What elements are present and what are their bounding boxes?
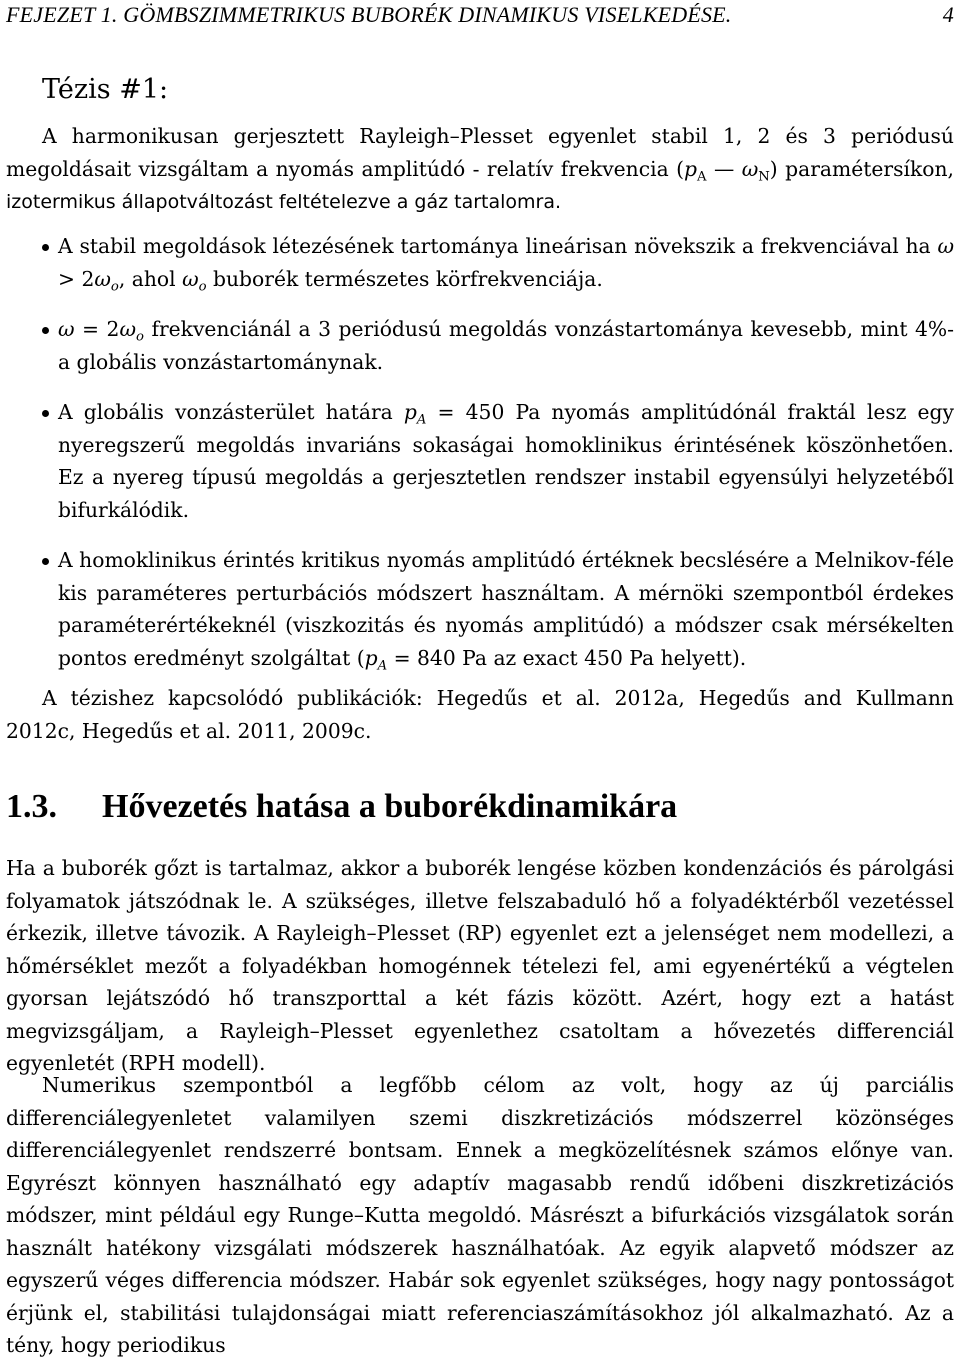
section-number: 1.3. xyxy=(6,788,57,825)
bullet-text: A homoklinikus érintés kritikus nyomás amplitúdó értéknek becslésére a Melnikov-féle kis paraméteres perturbációs módszert használtam. A mérnöki szempontból érdekes paraméterértékeknél (viszkozitás és nyomás amplitúdó) a módszer csak mérsékelten pontos eredményt szolgáltat ( xyxy=(58,548,954,670)
publications-paragraph: A tézishez kapcsolódó publikációk: Hegedűs et al. 2012a, Hegedűs and Kullmann 2012c, Hegedűs et al. 2011, 2009c. xyxy=(6,686,954,743)
math-sub-o: o xyxy=(198,279,207,295)
bullet-text: buborék természetes körfrekvenciája. xyxy=(206,266,603,291)
math-sub-n: N xyxy=(758,169,770,185)
thesis-title: Tézis #1: xyxy=(42,74,169,105)
intro-dash: — xyxy=(706,156,742,181)
list-item xyxy=(0,230,954,295)
bullet-icon xyxy=(42,558,49,565)
thesis-intro xyxy=(6,120,954,219)
section-heading xyxy=(6,784,677,830)
math-sub-a: A xyxy=(697,169,707,185)
math-sub-a: A xyxy=(416,412,427,428)
bullet-icon xyxy=(42,327,49,334)
math-p: p xyxy=(364,645,378,670)
page-number: 4 xyxy=(942,2,954,27)
math-omega: ω xyxy=(58,317,75,341)
bullet-text: frekvenciánál a 3 periódusú megoldás vonzástartománya kevesebb, mint 4%-a globális vonzástartománynak. xyxy=(58,317,955,374)
math-p: p xyxy=(403,400,417,424)
math-omega: ω xyxy=(741,156,759,181)
bullet-text: = 840 Pa az exact 450 Pa helyett). xyxy=(387,645,747,670)
math-p: p xyxy=(684,156,697,181)
math-sub-a: A xyxy=(377,658,388,674)
bullet-text: A stabil megoldások létezésének tartománya lineárisan növekszik a frekvenciával ha xyxy=(58,234,938,258)
math-op: = 2 xyxy=(74,317,120,341)
running-header xyxy=(6,2,954,32)
math-omega: ω xyxy=(94,266,111,291)
section-paragraph-1: Ha a buborék gőzt is tartalmaz, akkor a buborék lengése közben kondenzációs és párolgási folyamatok játszódnak le. A szükséges, illetve felszabaduló hő a folyadéktérből vezetéssel érkezik, illetve távozik. A Rayleigh–Plesset (RP) egyenlet ezt a jelenséget nem modellezi, a hőmérséklet mezőt a folyadékban homogénnek tételezi fel, ami egyenértékű a végtelen gyorsan lejátszódó hő transzporttal a két fázis között. Azért, hogy ezt a hatást megvizsgáljam, a Rayleigh–Plesset egyenlethez csatoltam a hővezetés differenciál egyenletét (RPH modell). xyxy=(6,856,954,1075)
math-op: > 2 xyxy=(58,266,95,291)
list-item xyxy=(0,396,954,526)
bullet-icon xyxy=(42,244,49,251)
math-omega: ω xyxy=(937,234,954,258)
section-paragraph-2: Numerikus szempontból a legfőbb célom az volt, hogy az új parciális differenciálegyenletet valamilyen szemi diszkretizációs módszerrel közönséges differenciálegyenlet rendszerré bontsam. Ennek a megközelítésnek számos előnye van. Egyrészt könnyen használható egy adaptív magasabb rendű időbeni diszkretizációs módszer, mint például egy Runge–Kutta megoldó. Másrészt a bifurkációs vizsgálatok során használt hatékony vizsgálati módszerek használhatóak. Az egyik alapvető módszer az egyszerű véges differencia módszer. Habár sok egyenlet szükséges, hogy nagy pontosságot érjünk el, stabilitási tulajdonságai miatt referenciaszámításokhoz jól alkalmazható. Az a tény, hogy periodikus xyxy=(6,1073,954,1357)
bullet-text: = 450 Pa nyomás amplitúdónál fraktál lesz egy nyeregszerű megoldás invariáns sokaságai homoklinikus érintésének köszönhetően. Ez a nyereg típusú megoldás a gerjesztetlen rendszer instabil egyensúlyi helyzetéből bifurkálódik. xyxy=(58,400,954,522)
math-omega: ω xyxy=(182,266,199,291)
list-item xyxy=(0,313,954,378)
bullet-text: A globális vonzásterület határa xyxy=(58,400,404,424)
math-sub-o: o xyxy=(136,329,144,345)
thesis-bullet-list xyxy=(0,230,954,674)
bullet-text: , ahol xyxy=(118,266,183,291)
section-title: Hővezetés hatása a buborékdinamikára xyxy=(102,788,678,825)
math-omega: ω xyxy=(119,317,136,341)
intro-text-b: ) paramétersíkon, xyxy=(769,156,954,181)
intro-sans-text: izotermikus állapotváltozást feltételezve a gáz tartalomra. xyxy=(6,191,562,213)
bullet-icon xyxy=(42,410,49,417)
list-item xyxy=(0,544,954,674)
chapter-title: FEJEZET 1. GÖMBSZIMMETRIKUS BUBORÉK DINAMIKUS VISELKEDÉSE. xyxy=(6,2,732,27)
math-sub-o: o xyxy=(110,279,119,295)
intro-text-a: A harmonikusan gerjesztett Rayleigh–Plesset egyenlet stabil 1, 2 és 3 periódusú megoldásait vizsgáltam a nyomás amplitúdó - relatív frekvencia ( xyxy=(6,124,954,181)
